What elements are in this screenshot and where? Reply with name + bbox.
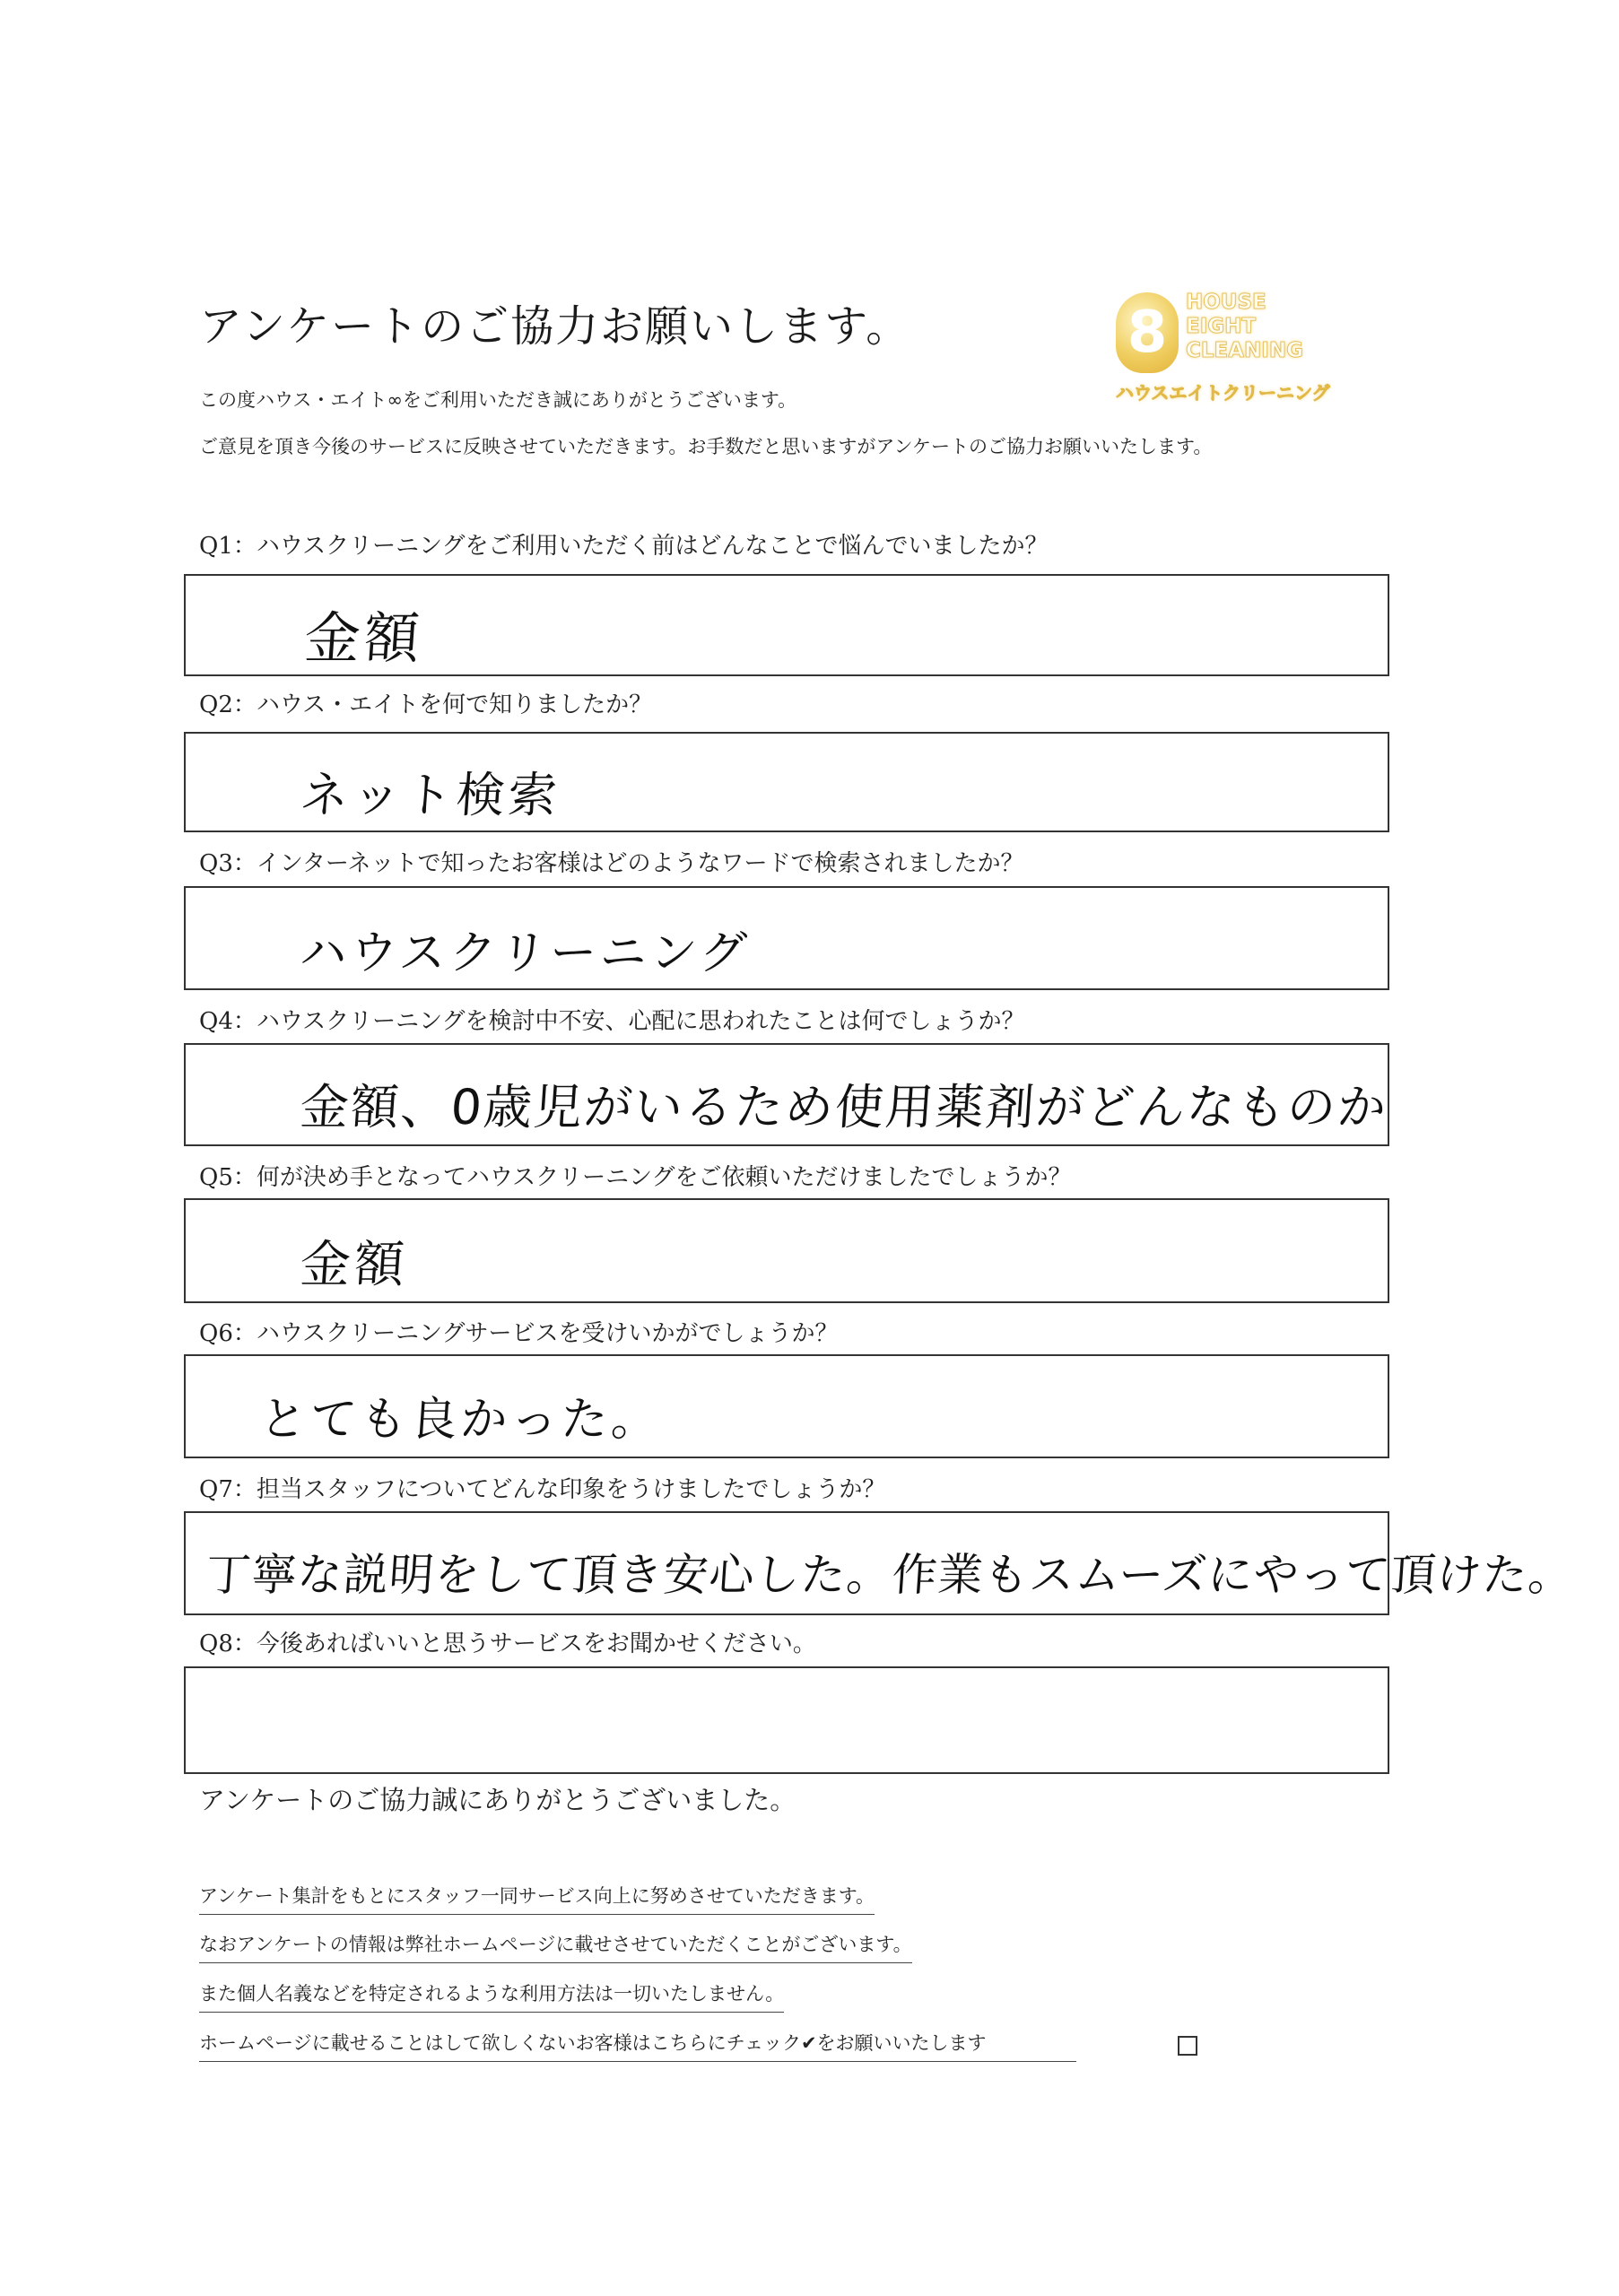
logo-kana: ハウスエイトクリーニング [1116,382,1330,404]
closing-text: アンケートのご協力誠にありがとうございました。 [199,1785,796,1815]
answer-text-q6: とても良かった。 [257,1393,664,1447]
footer-note-1: アンケート集計をもとにスタッフ一同サービス向上に努めさせていただきます。 [199,1882,875,1915]
question-label-q8: Q8：今後あればいいと思うサービスをお聞かせください。 [199,1631,816,1657]
company-logo [1110,285,1348,406]
survey-title: アンケートのご協力お願いします。 [199,301,911,352]
answer-text-q1: 金額 [302,605,426,671]
intro-text-1: この度ハウス・エイト∞をご利用いただき誠にありがとうございます。 [199,389,797,411]
answer-text-q7: 丁寧な説明をして頂き安心した。作業もスムーズにやって頂けた。 [204,1549,1576,1601]
question-label-q6: Q6：ハウスクリーニングサービスを受けいかがでしょうか？ [199,1320,839,1347]
question-label-q3: Q3：インターネットで知ったお客様はどのようなワードで検索されましたか？ [199,850,1024,877]
answer-text-q4: 金額、0歳児がいるため使用薬剤がどんなものか [298,1079,1390,1135]
logo-line-house: HOUSE [1186,291,1266,314]
footer-note-2: なおアンケートの情報は弊社ホームページに載せさせていただくことがございます。 [199,1930,912,1963]
question-label-q1: Q1：ハウスクリーニングをご利用いただく前はどんなことで悩んでいましたか？ [199,533,1049,560]
logo-mark: 8 [1116,292,1179,373]
footer-note-3: また個人名義などを特定されるような利用方法は一切いたしません。 [199,1979,784,2013]
logo-line-eight: EIGHT [1186,315,1257,338]
answer-box-q8[interactable] [184,1666,1389,1774]
question-label-q5: Q5：何が決め手となってハウスクリーニングをご依頼いただけましたでしょうか？ [199,1164,1072,1191]
opt-out-checkbox[interactable] [1178,2036,1197,2056]
logo-wordmark [1186,291,1303,363]
question-label-q7: Q7：担当スタッフについてどんな印象をうけましたでしょうか？ [199,1476,886,1503]
logo-line-cleaning: CLEANING [1186,339,1303,362]
footer-note-4: ホームページに載せることはして欲しくないお客様はこちらにチェック✔をお願いいたします [199,2029,1076,2062]
intro-text-2: ご意見を頂き今後のサービスに反映させていただきます。お手数だと思いますがアンケートのご協力お願いいたします。 [199,436,1213,457]
answer-text-q2: ネット検索 [298,767,562,823]
answer-text-q3: ハウスクリーニング [298,926,753,980]
question-label-q2: Q2：ハウス・エイトを何で知りましたか？ [199,691,653,718]
answer-text-q5: 金額 [298,1236,410,1294]
question-label-q4: Q4：ハウスクリーニングを検討中不安、心配に思われたことは何でしょうか？ [199,1008,1025,1035]
